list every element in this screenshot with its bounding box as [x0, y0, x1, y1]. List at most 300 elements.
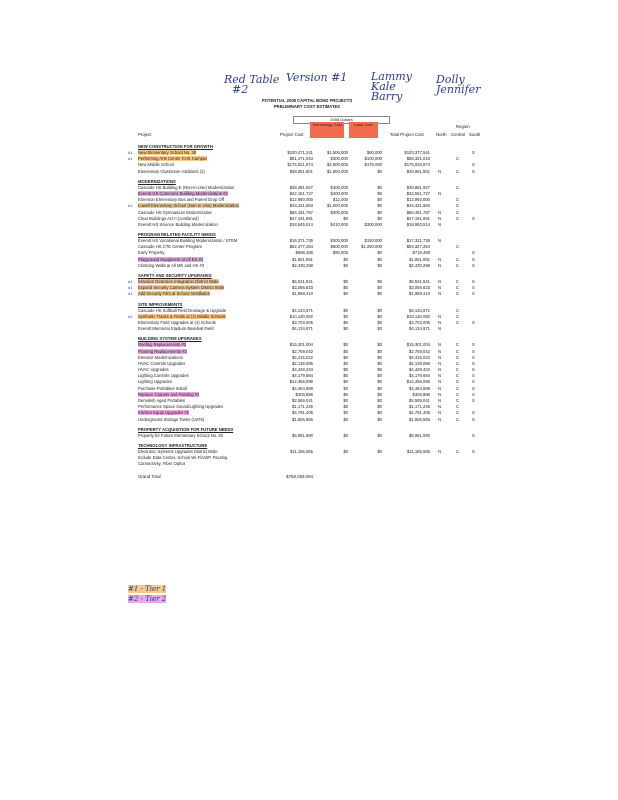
technology-cost: $0 — [343, 291, 348, 297]
project-cost: $51,471,043 — [289, 156, 313, 162]
technology-cost: $400,000 — [330, 184, 348, 190]
land-cost-header: Land Cost — [349, 122, 378, 138]
document-title: POTENTIAL 2008 CAPITAL BOND PROJECTS — [261, 98, 353, 103]
section-heading: SAFETY AND SECURITY UPGRADES — [138, 273, 212, 278]
project-name: Lighting Upgrades — [138, 379, 172, 385]
project-name: Performance Space Sound/Lighting Upgrades — [138, 404, 224, 410]
tier-mark: #1 — [128, 156, 133, 162]
total-cost: $4,791,406 — [409, 410, 430, 416]
project-cost: $2,415,022 — [292, 354, 313, 360]
project-name: Electronic Systems Upgrades District Wide — [138, 448, 218, 454]
technology-cost-header: Technology Cost — [310, 122, 344, 138]
technology-cost: $0 — [343, 391, 348, 397]
handwritten-red-table: Red Table — [224, 73, 280, 86]
technology-cost: $400,000 — [330, 190, 348, 196]
project-cost: $6,531,641 — [292, 279, 313, 284]
total-cost: $2,569,041 — [409, 398, 430, 403]
region-south: S — [472, 385, 475, 391]
project-name: Elementary Classroom Additions (2) — [138, 168, 205, 174]
region-south: S — [472, 448, 475, 454]
grand-total-label: Grand Total — [138, 473, 161, 479]
south-header: South — [469, 132, 481, 137]
project-cost: $4,179,684 — [292, 373, 313, 379]
project-name: Demolish Aged Portables — [138, 398, 186, 403]
region-central: C — [456, 209, 460, 215]
section-heading: PROGRAM RELATED FACILITY NEEDS — [138, 232, 216, 238]
land-cost: $0 — [377, 197, 382, 203]
region-central: C — [456, 156, 460, 162]
technology-cost: $0 — [343, 360, 348, 366]
land-cost: $0 — [377, 256, 382, 262]
handwritten-name-left-1: Kale — [371, 80, 396, 93]
region-south: S — [472, 250, 475, 256]
project-name: Cascade HS Building E (Non-In-Use) Modernization — [138, 184, 235, 190]
handwritten-table-label — [224, 75, 279, 95]
technology-cost: $0 — [343, 313, 348, 319]
region-north: N — [438, 313, 442, 319]
region-north: N — [438, 354, 442, 360]
technology-cost: $0 — [343, 416, 348, 422]
technology-cost: $50,000 — [332, 250, 348, 256]
region-central: C — [456, 319, 460, 325]
land-cost: $0 — [377, 385, 382, 391]
project-name: Playground Equipment at All ES #2 — [138, 256, 204, 262]
region-north: N — [438, 279, 442, 284]
region-north: N — [438, 342, 442, 348]
total-cost: $3,703,005 — [409, 319, 430, 325]
tier-mark: #1 — [128, 279, 133, 284]
table-row — [138, 417, 476, 423]
project-name: HVAC Upgrades — [138, 367, 169, 373]
technology-cost: $0 — [343, 256, 348, 262]
project-cost: $12,456,096 — [289, 379, 313, 385]
region-south: S — [472, 348, 475, 354]
table-row — [138, 461, 476, 467]
project-cost: $2,139,086 — [292, 360, 313, 366]
region-central: C — [456, 256, 460, 262]
section-heading: NEW CONSTRUCTION FOR GROWTH — [138, 144, 213, 149]
handwritten-name-right-0: Dolly — [436, 73, 465, 86]
land-cost: $0 — [377, 326, 382, 332]
technology-cost: $600,000 — [330, 244, 348, 250]
total-cost: $17,321,736 — [406, 238, 430, 244]
cost-estimate-document — [128, 98, 481, 484]
technology-cost: $0 — [343, 404, 348, 410]
region-north: N — [438, 391, 442, 397]
project-name: Elevator Modernizations — [138, 354, 183, 360]
region-north: N — [438, 209, 442, 215]
region-south: S — [472, 373, 475, 379]
tier-mark: #1 — [128, 291, 133, 297]
technology-cost: $300,000 — [330, 238, 348, 244]
project-cost: $175,021,974 — [287, 162, 313, 168]
region-north: N — [438, 326, 442, 332]
region-south: S — [472, 391, 475, 397]
land-cost: $0 — [377, 190, 382, 196]
technology-cost: $0 — [343, 342, 348, 348]
project-cost: $4,791,406 — [292, 410, 313, 416]
region-central: C — [456, 203, 460, 209]
region-north: N — [438, 416, 442, 422]
land-cost: $0 — [377, 348, 382, 354]
technology-cost: $2,900,000 — [327, 162, 348, 168]
land-cost: $0 — [377, 291, 382, 297]
region-central: C — [456, 416, 460, 422]
region-central: C — [456, 215, 460, 221]
region-south: S — [472, 398, 475, 403]
total-cost: $2,430,298 — [409, 262, 430, 268]
region-south: S — [472, 285, 475, 291]
land-cost: $0 — [377, 168, 382, 174]
land-cost: $0 — [377, 319, 382, 325]
technology-cost: $0 — [343, 326, 348, 332]
land-cost: $0 — [377, 373, 382, 379]
project-cost: $22,151,727 — [289, 190, 313, 196]
region-south: S — [472, 432, 475, 438]
region-central: C — [456, 348, 460, 354]
region-central: C — [456, 197, 460, 203]
region-north: N — [438, 348, 442, 354]
project-cost: $66,181,787 — [289, 209, 313, 215]
land-cost: $150,000 — [364, 238, 382, 244]
project-name: Connectivity, Fiber Optics — [138, 461, 186, 467]
region-central: C — [456, 244, 460, 250]
region-central: C — [456, 184, 460, 190]
total-cost: $1,968,410 — [409, 291, 430, 297]
technology-cost: $0 — [343, 385, 348, 391]
technology-cost: $0 — [343, 307, 348, 313]
project-name: Cascade HS Softball Field Drainage & Upgrade — [138, 307, 227, 313]
table-row — [128, 291, 476, 297]
total-cost: $1,171,245 — [409, 404, 430, 410]
technology-cost: $0 — [343, 285, 348, 291]
land-cost: $175,000 — [364, 162, 382, 168]
technology-cost: $0 — [343, 262, 348, 268]
region-central: C — [456, 391, 460, 397]
region-central: C — [456, 448, 460, 454]
total-cost: $18,963,514 — [406, 221, 430, 227]
technology-cost: $0 — [343, 410, 348, 416]
region-north: N — [438, 373, 442, 379]
region-central: C — [456, 342, 460, 348]
project-cost: $303,886 — [295, 391, 313, 397]
technology-cost: $0 — [343, 448, 348, 454]
land-cost: $0 — [377, 410, 382, 416]
project-name: Replace Carpets and Painting #2 — [138, 391, 200, 397]
north-header: North — [436, 132, 447, 137]
region-north: N — [438, 262, 442, 268]
land-cost: $0 — [377, 398, 382, 403]
region-north: N — [438, 319, 442, 325]
project-name: Flooring Replacements #2 — [138, 348, 187, 354]
region-south: S — [472, 215, 475, 221]
region-central: C — [456, 360, 460, 366]
project-cost: $1,171,245 — [292, 404, 313, 410]
project-cost: $3,703,005 — [292, 319, 313, 325]
land-cost: $0 — [377, 360, 382, 366]
project-name: Property for Future Elementary School No. 30 — [138, 432, 223, 438]
legend-tier-2: #2 - Tier 2 — [128, 595, 167, 603]
project-name: Lowell Elementary School (Non-In-Use) Modernization — [138, 203, 240, 209]
project-name: Everett Memorial Stadium Baseball Field — [138, 326, 214, 332]
technology-cost: $0 — [343, 354, 348, 360]
region-central: C — [456, 291, 460, 297]
land-cost: $0 — [377, 262, 382, 268]
project-name: New Elementary School No. 39 — [138, 150, 197, 155]
legend-tier-1: #1 - Tier 1 — [128, 585, 167, 593]
land-cost: $0 — [377, 391, 382, 397]
project-name: Everett HS Vocational Building Modernization / STEM — [138, 238, 238, 244]
total-cost: $4,134,971 — [409, 307, 430, 313]
region-central: C — [456, 385, 460, 391]
total-cost: $47,191,991 — [406, 215, 430, 221]
project-cost: $18,545,514 — [289, 221, 313, 227]
table-header — [138, 110, 481, 140]
technology-cost: $0 — [343, 319, 348, 325]
land-cost: $60,000 — [366, 150, 382, 155]
table-row — [138, 169, 476, 175]
section-heading: TECHNOLOGY INFRASTRUCTURE — [138, 442, 208, 448]
region-central: C — [456, 354, 460, 360]
region-north: N — [438, 238, 442, 244]
total-cost: $44,421,683 — [406, 203, 430, 209]
region-north: N — [438, 190, 442, 196]
total-cost: $22,551,727 — [406, 190, 430, 196]
land-cost: $0 — [377, 279, 382, 284]
table-row — [138, 263, 476, 269]
region-central: C — [456, 398, 460, 403]
region-south: S — [472, 262, 475, 268]
table-row — [138, 326, 476, 332]
region-north: N — [438, 448, 442, 454]
table-body — [128, 144, 476, 468]
land-cost: $0 — [377, 404, 382, 410]
central-header: Central — [451, 132, 465, 137]
region-north: N — [438, 367, 442, 373]
total-cost: $66,481,787 — [406, 209, 430, 215]
land-cost: $0 — [377, 448, 382, 454]
total-cost: $3,056,833 — [409, 285, 430, 291]
total-cost: $4,134,971 — [409, 326, 430, 332]
region-central: C — [456, 279, 460, 284]
project-header: Project — [138, 132, 152, 137]
project-cost: $47,191,991 — [289, 215, 313, 221]
technology-cost: $0 — [343, 398, 348, 403]
total-cost: $718,488 — [412, 250, 430, 256]
land-cost: $0 — [377, 367, 382, 373]
total-cost: $11,155,565 — [407, 448, 430, 454]
total-cost: $49,961,801 — [406, 168, 430, 174]
land-cost: $0 — [377, 203, 382, 209]
project-name: Emerson Elementary Bus and Parent Drop Off — [138, 197, 225, 203]
region-south: S — [472, 150, 475, 155]
technology-cost: $0 — [343, 348, 348, 354]
total-cost: $54,327,254 — [406, 244, 430, 250]
region-central: C — [456, 307, 460, 313]
project-cost: $16,371,736 — [289, 238, 313, 244]
land-cost: $0 — [377, 416, 382, 422]
total-cost: $175,026,974 — [404, 162, 430, 168]
land-cost: $300,000 — [364, 221, 382, 227]
grand-total-value: $768,059,094 — [286, 473, 313, 479]
project-name: Lighting Controls Upgrades — [138, 373, 189, 379]
project-name: New Middle School — [138, 162, 174, 168]
total-cost: $58,321,043 — [406, 156, 430, 162]
region-south: S — [472, 379, 475, 385]
technology-cost: $300,000 — [330, 209, 348, 215]
total-cost: $12,992,000 — [406, 197, 430, 203]
region-south: S — [472, 162, 475, 168]
project-cost: $3,056,833 — [292, 285, 313, 291]
project-cost: $2,569,041 — [292, 398, 313, 403]
region-central: C — [456, 168, 460, 174]
section-heading: MODERNIZATIONS — [138, 178, 176, 184]
technology-cost: $300,000 — [330, 156, 348, 162]
land-cost: $0 — [377, 184, 382, 190]
project-cost: $6,981,990 — [292, 432, 313, 438]
total-cost: $103,377,541 — [404, 150, 430, 155]
project-name: HVAC Controls Upgrades — [138, 360, 186, 366]
tier-mark: #1 — [128, 150, 133, 155]
project-name: Everett HS Commons Building Modernization #2 — [138, 190, 228, 196]
project-name: Kitchen Equip Upgrades #2 — [138, 410, 189, 416]
land-cost: $100,000 — [364, 156, 382, 162]
project-name: Cascade HS Gymnasium Modernization — [138, 209, 213, 215]
region-south: S — [472, 291, 475, 297]
handwritten-name-left-0: Lammy — [371, 70, 412, 83]
region-north: N — [438, 256, 442, 262]
technology-cost: $1,000,000 — [327, 203, 348, 209]
project-cost: $2,430,298 — [292, 262, 313, 268]
section-heading: PROPERTY ACQUISITION FOR FUTURE NEEDS — [138, 426, 234, 432]
project-name: Clear Buildings Act II (combined) — [138, 215, 199, 221]
technology-cost: $0 — [343, 379, 348, 385]
region-north: N — [438, 404, 442, 410]
project-cost: $668,488 — [295, 250, 313, 256]
handwritten-name-left-2: Barry — [371, 90, 403, 103]
region-central: C — [456, 404, 460, 410]
project-cost: $1,651,891 — [292, 256, 313, 262]
project-cost: $100,471,241 — [287, 150, 313, 155]
land-cost: $0 — [377, 250, 382, 256]
project-name: Everett HS Science Building Modernization — [138, 221, 218, 227]
region-south: S — [472, 279, 475, 284]
project-cost: $48,051,801 — [289, 168, 313, 174]
region-header: Region — [456, 124, 470, 129]
total-cost: $15,301,004 — [406, 342, 430, 348]
total-cost: $4,428,434 — [409, 367, 430, 373]
total-cost: $38,881,927 — [406, 184, 430, 190]
total-cost: $2,759,042 — [409, 348, 430, 354]
total-cost: $303,886 — [412, 391, 430, 397]
region-south: S — [472, 168, 475, 174]
project-name: Performing Arts Center CHS Campus — [138, 156, 208, 162]
region-central: C — [456, 373, 460, 379]
project-cost-header: Project Cost — [280, 132, 304, 137]
land-cost: $0 — [377, 215, 382, 221]
project-cost: $38,481,927 — [289, 184, 313, 190]
dollars-header: 2008 Dollars — [293, 116, 390, 124]
region-central: C — [456, 367, 460, 373]
total-cost: $4,179,684 — [409, 373, 430, 379]
land-cost: $1,250,000 — [361, 244, 382, 250]
technology-cost: $410,000 — [330, 221, 348, 227]
project-name: Underground Storage Tanks (USTs) — [138, 416, 205, 422]
tier-mark: #1 — [128, 285, 133, 291]
project-name: Intrusion Detection Integration District Wide — [138, 279, 219, 284]
project-name: Cascade HS CTE Center Program — [138, 244, 202, 250]
grand-total-row — [138, 474, 476, 484]
tier-mark: #1 — [128, 203, 133, 209]
total-cost: $2,139,086 — [409, 360, 430, 366]
technology-cost: $0 — [343, 279, 348, 284]
table-row — [138, 433, 476, 439]
project-cost: $1,968,410 — [292, 291, 313, 297]
project-name: Early Property — [138, 250, 165, 256]
region-south: S — [472, 410, 475, 416]
region-north: N — [438, 360, 442, 366]
project-cost: $4,428,434 — [292, 367, 313, 373]
region-south: S — [472, 360, 475, 366]
region-central: C — [456, 410, 460, 416]
region-north: N — [438, 379, 442, 385]
project-name: Elementary Field Upgrades at (4) Schools — [138, 319, 216, 325]
technology-cost: $0 — [343, 215, 348, 221]
project-name: Include Data Center, School Wi-Fi/VoIP, Routing — [138, 455, 228, 461]
region-south: S — [472, 367, 475, 373]
handwritten-version: Version #1 — [286, 71, 348, 84]
region-north: N — [438, 221, 442, 227]
project-cost: $11,155,565 — [290, 448, 313, 454]
technology-cost: $0 — [343, 373, 348, 379]
total-cost: $6,531,641 — [409, 279, 430, 284]
land-cost: $0 — [377, 313, 382, 319]
region-central: C — [456, 285, 460, 291]
land-cost: $0 — [377, 342, 382, 348]
total-cost: $1,506,866 — [409, 416, 430, 422]
handwritten-table-number: #2 — [232, 83, 249, 96]
project-name: Add Security Film at School Vestibules — [138, 291, 210, 297]
handwritten-name-right-1: Jennifer — [436, 83, 481, 96]
region-north: N — [438, 285, 442, 291]
total-cost-header: Total Project Cost — [390, 132, 424, 137]
tier-mark: #1 — [128, 313, 133, 319]
technology-cost: $0 — [343, 367, 348, 373]
land-cost: $0 — [377, 432, 382, 438]
project-cost: $15,301,004 — [289, 342, 313, 348]
document-subtitle: PRELIMINARY COST ESTIMATES — [273, 104, 341, 109]
land-cost: $0 — [377, 354, 382, 360]
total-cost: $4,464,689 — [409, 385, 430, 391]
project-cost: $10,130,092 — [289, 313, 313, 319]
handwritten-names-right — [436, 75, 480, 95]
region-north: N — [438, 398, 442, 403]
land-cost: $0 — [377, 307, 382, 313]
region-central: C — [456, 262, 460, 268]
total-cost: $2,415,022 — [409, 354, 430, 360]
region-south: S — [472, 319, 475, 325]
land-cost: $0 — [377, 209, 382, 215]
region-north: N — [438, 291, 442, 297]
region-north: N — [438, 215, 442, 221]
technology-cost: $1,506,000 — [327, 150, 348, 155]
land-cost: $0 — [377, 379, 382, 385]
region-central: C — [456, 313, 460, 319]
land-cost: $0 — [377, 285, 382, 291]
project-name: Climbing Walls at All MS and HS #2 — [138, 262, 205, 268]
project-cost: $12,980,000 — [289, 197, 313, 203]
region-central: C — [456, 379, 460, 385]
